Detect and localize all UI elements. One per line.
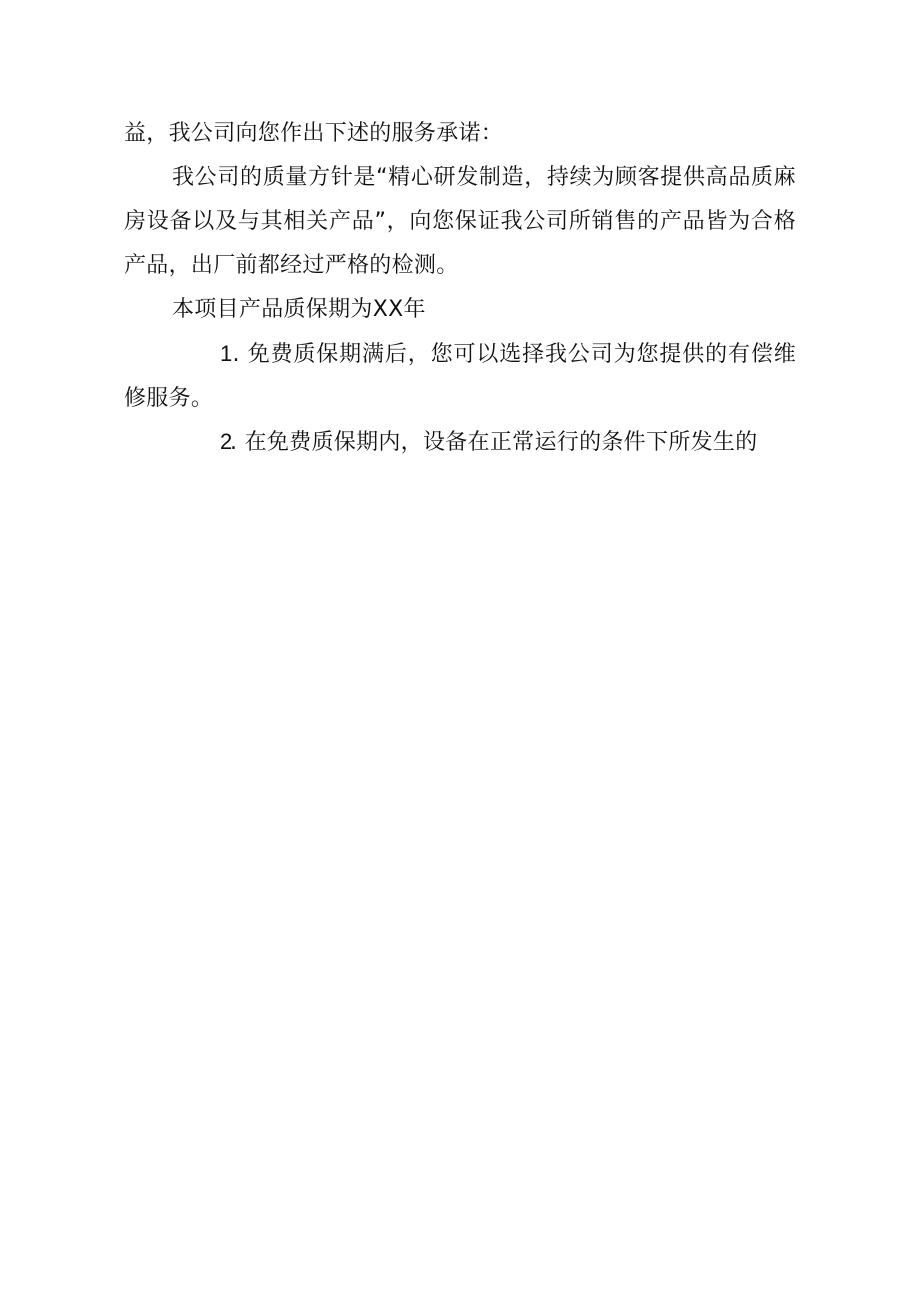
list-item-2 xyxy=(124,420,796,465)
list-item-number: 2 xyxy=(220,429,233,454)
paragraph-warranty-period: 本项目产品质保期为XX年 xyxy=(172,297,426,322)
list-item-1 xyxy=(124,332,796,421)
paragraph-quality-policy: 我公司的质量方针是“精心研发制造，持续为顾客提供高品质麻房设备以及与其相关产品”，向您保证我公司所销售的产品皆为合格产品，出厂前都经过严格的检测。 xyxy=(124,165,796,278)
list-item-text: . 免费质保期满后，您可以选择我公司为您提供的有偿维修服务。 xyxy=(124,342,796,411)
paragraph-opening-line: 益，我公司向您作出下述的服务承诺： xyxy=(124,121,504,146)
list-item-text: . 在免费质保期内，设备在正常运行的条件下所发生的 xyxy=(230,430,758,455)
list-item-number: 1 xyxy=(220,341,233,366)
